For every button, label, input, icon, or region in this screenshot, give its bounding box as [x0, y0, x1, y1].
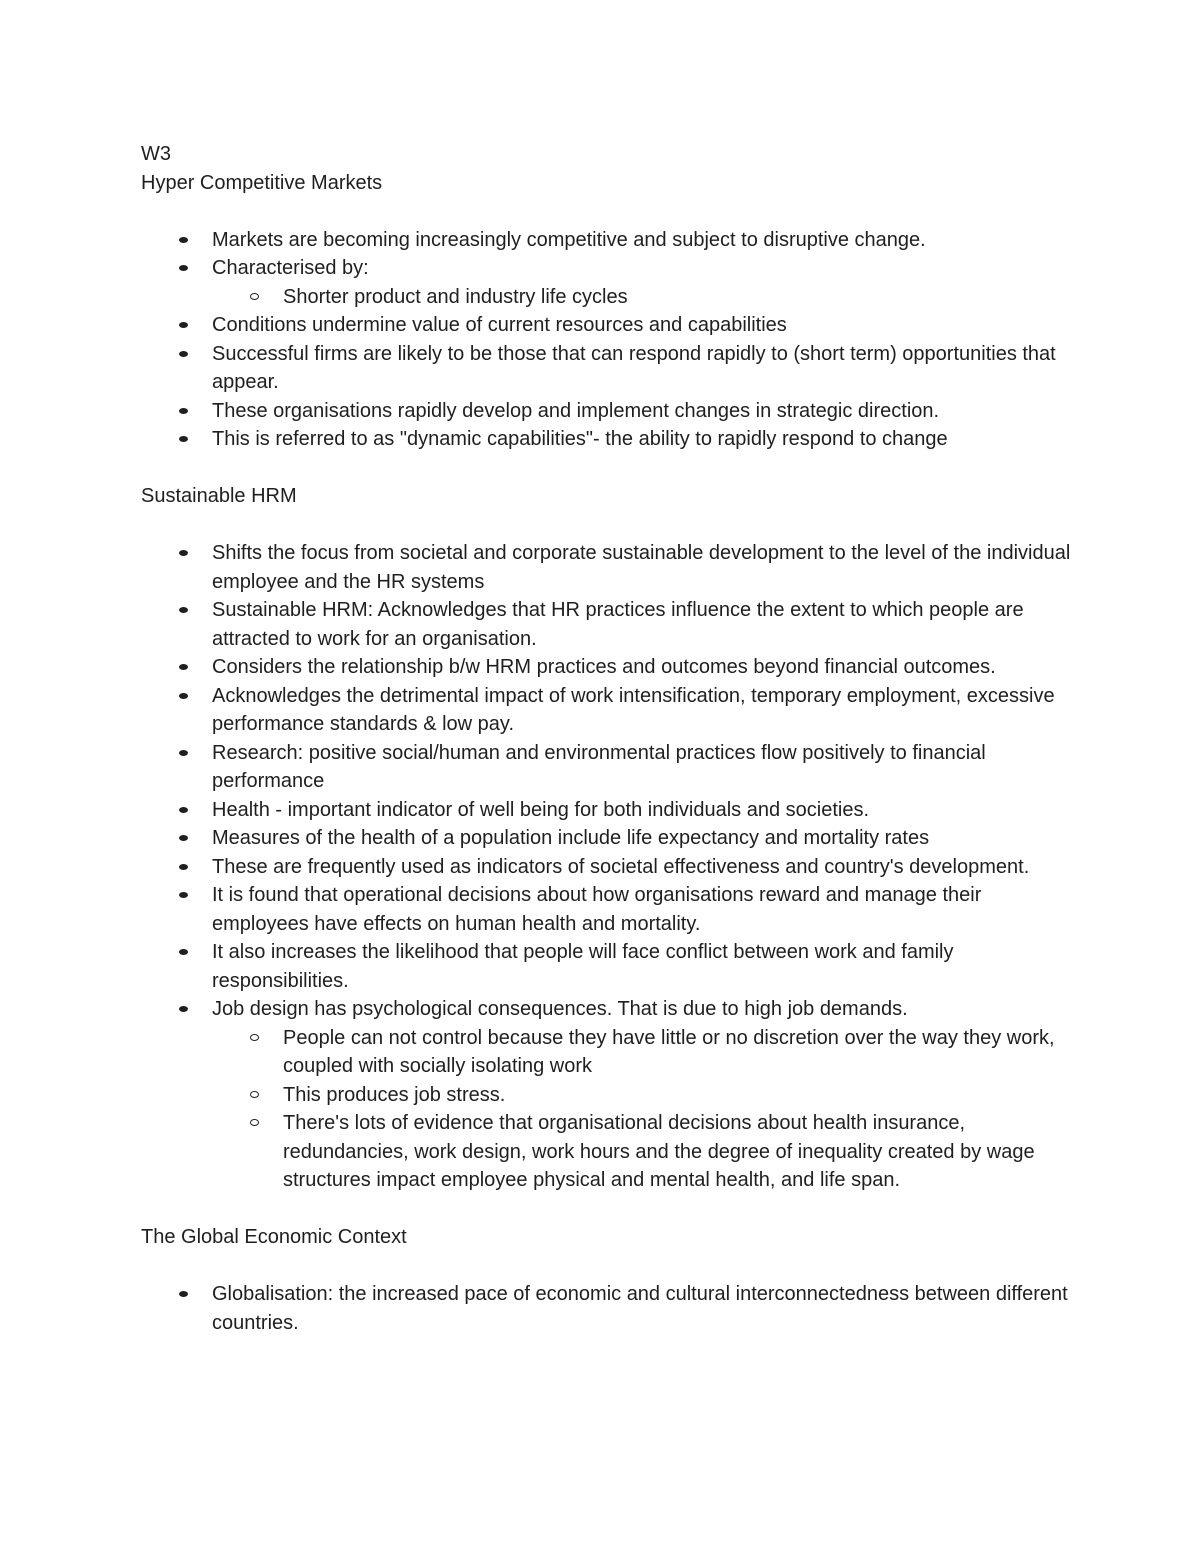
bullet-icon — [179, 693, 188, 699]
list-item — [212, 796, 1071, 825]
bullet-icon — [179, 949, 188, 955]
list-item-text: These are frequently used as indicators of societal effectiveness and country's development. — [212, 855, 1030, 878]
bullet-list-hyper-competitive — [141, 226, 1071, 454]
bullet-icon — [179, 807, 188, 813]
bullet-icon — [179, 351, 188, 357]
list-item-text: Markets are becoming increasingly competitive and subject to disruptive change. — [212, 228, 926, 251]
list-item — [212, 739, 1071, 796]
bullet-icon — [179, 607, 188, 613]
list-item — [212, 425, 1071, 454]
bullet-icon — [179, 436, 188, 442]
spacer — [141, 1252, 1071, 1281]
bullet-icon — [179, 1291, 188, 1297]
bullet-list-sustainable-hrm — [141, 539, 1071, 1195]
bullet-icon — [179, 835, 188, 841]
bullet-list-global-economic — [141, 1280, 1071, 1337]
section-heading-global-economic-context: The Global Economic Context — [141, 1226, 407, 1248]
list-item — [212, 995, 1071, 1195]
list-item-text: These organisations rapidly develop and implement changes in strategic direction. — [212, 399, 940, 422]
list-item — [212, 596, 1071, 653]
bullet-icon — [179, 408, 188, 414]
list-item-text: Considers the relationship b/w HRM practices and outcomes beyond financial outcomes. — [212, 656, 996, 678]
hollow-bullet-icon — [250, 1119, 259, 1126]
list-item-text: Health - important indicator of well being for both individuals and societies. — [212, 798, 870, 821]
bullet-icon — [179, 237, 188, 243]
document-page — [141, 140, 1071, 1337]
sub-list-item-text: People can not control because they have little or no discretion over the way they work, coupled with socially isolating work — [283, 1026, 1055, 1077]
list-item-text: Sustainable HRM: Acknowledges that HR practices influence the extent to which people are attracted to work for an organisation. — [212, 599, 1024, 650]
hollow-bullet-icon — [250, 293, 259, 300]
sub-list-item — [283, 1024, 1071, 1081]
bullet-icon — [179, 265, 188, 271]
sub-list-item — [283, 1109, 1071, 1195]
list-item-text: Research: positive social/human and environmental practices flow positively to financial performance — [212, 741, 986, 792]
sub-list-item-text: This produces job stress. — [283, 1083, 506, 1106]
section-heading-sustainable-hrm: Sustainable HRM — [141, 485, 297, 507]
hollow-bullet-icon — [250, 1034, 259, 1041]
list-item — [212, 653, 1071, 682]
spacer — [141, 1195, 1071, 1224]
list-item-text: It is found that operational decisions about how organisations reward and manage their employees have effects on human health and mortality. — [212, 884, 982, 935]
list-item — [212, 938, 1071, 995]
list-item-text: It also increases the likelihood that people will face conflict between work and family responsibilities. — [212, 941, 954, 992]
spacer — [141, 197, 1071, 226]
list-item — [212, 853, 1071, 882]
list-item — [212, 340, 1071, 397]
sub-list-item-text: Shorter product and industry life cycles — [283, 285, 628, 308]
list-item-text: Successful firms are likely to be those that can respond rapidly to (short term) opportunities that appear. — [212, 342, 1056, 393]
hollow-bullet-icon — [250, 1091, 259, 1098]
list-item — [212, 397, 1071, 426]
bullet-icon — [179, 322, 188, 328]
bullet-icon — [179, 550, 188, 556]
list-item-text: Acknowledges the detrimental impact of work intensification, temporary employment, excessive performance standards & low pay. — [212, 684, 1055, 735]
sub-list-item-text: There's lots of evidence that organisational decisions about health insurance, redundancies, work design, work hours and the degree of inequality created by wage structures impact employee physical and mental health, and life span. — [283, 1112, 1035, 1191]
list-item — [212, 1280, 1071, 1337]
list-item-text: This is referred to as "dynamic capabilities"- the ability to rapidly respond to change — [212, 428, 948, 450]
bullet-icon — [179, 864, 188, 870]
week-label: W3 — [141, 143, 171, 165]
list-item-text: Conditions undermine value of current resources and capabilities — [212, 314, 787, 336]
sub-list-item — [283, 1081, 1071, 1110]
list-item — [212, 254, 1071, 311]
section-heading-hyper-competitive-markets: Hyper Competitive Markets — [141, 171, 383, 194]
list-item — [212, 881, 1071, 938]
sub-list-item — [283, 283, 1071, 312]
list-item-text: Globalisation: the increased pace of economic and cultural interconnectedness between different countries. — [212, 1283, 1068, 1334]
list-item — [212, 539, 1071, 596]
bullet-icon — [179, 750, 188, 756]
list-item-text: Characterised by: — [212, 257, 369, 279]
bullet-icon — [179, 1006, 188, 1012]
bullet-icon — [179, 892, 188, 898]
list-item — [212, 311, 1071, 340]
list-item — [212, 682, 1071, 739]
list-item — [212, 226, 1071, 255]
bullet-icon — [179, 664, 188, 670]
sub-bullet-list — [212, 1024, 1071, 1195]
sub-bullet-list — [212, 283, 1071, 312]
list-item-text: Shifts the focus from societal and corporate sustainable development to the level of the individual employee and the HR systems — [212, 542, 1071, 593]
list-item-text: Job design has psychological consequences. That is due to high job demands. — [212, 998, 908, 1020]
list-item-text: Measures of the health of a population include life expectancy and mortality rates — [212, 827, 930, 849]
list-item — [212, 824, 1071, 853]
spacer — [141, 511, 1071, 540]
spacer — [141, 454, 1071, 483]
